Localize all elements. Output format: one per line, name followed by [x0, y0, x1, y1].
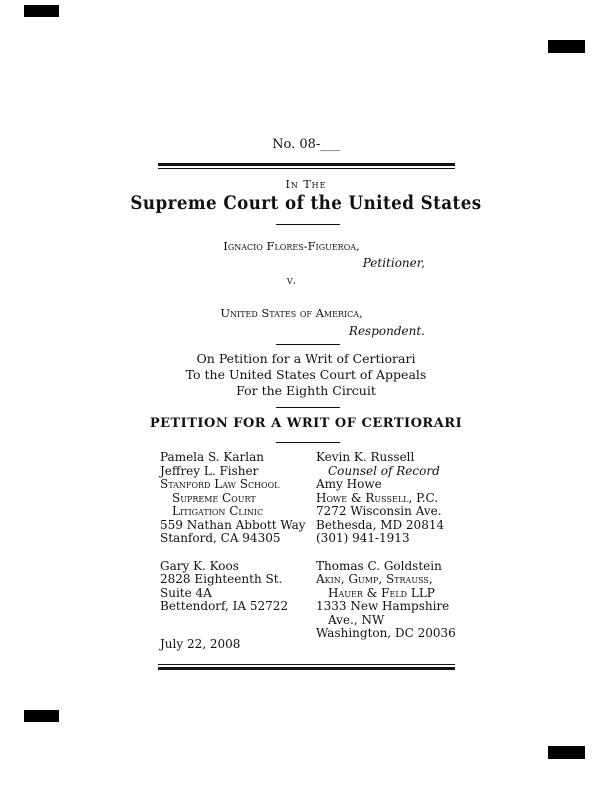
scan-mark-top-right	[548, 40, 585, 53]
counsel-line: Stanford, CA 94305	[160, 531, 281, 545]
counsel-line: Gary K. Koos	[160, 558, 239, 573]
counsel-line: Suite 4A	[160, 585, 212, 600]
certiorari-statement	[0, 351, 612, 399]
counsel-line: Hauer & Feld LLP	[328, 585, 435, 600]
court-name: Supreme Court of the United States	[130, 192, 482, 214]
section-divider	[276, 224, 340, 225]
counsel-line: Bettendorf, IA 52722	[160, 599, 289, 613]
counsel-line: Thomas C. Goldstein	[316, 558, 442, 573]
scan-mark-top-left	[24, 5, 59, 17]
counsel-line: Counsel of Record	[328, 463, 440, 478]
counsel-line: Ave., NW	[328, 612, 385, 627]
counsel-line: 1333 New Hampshire	[316, 599, 450, 613]
respondent-designation: Respondent.	[348, 324, 425, 338]
counsel-line: 7272 Wisconsin Ave.	[316, 504, 442, 518]
petitioner-name: Ignacio Flores-Figueroa,	[223, 239, 360, 253]
scan-mark-bottom-right	[548, 746, 585, 759]
counsel-line: Kevin K. Russell	[316, 450, 415, 464]
counsel-line: Howe & Russell, P.C.	[316, 490, 439, 505]
counsel-right-column	[316, 451, 471, 641]
in-the-label: In The	[285, 178, 327, 191]
filing-date: July 22, 2008	[160, 637, 241, 651]
petitioner-designation: Petitioner,	[362, 256, 425, 270]
scan-mark-bottom-left	[24, 710, 59, 722]
counsel-line: Pamela S. Karlan	[160, 450, 264, 464]
counsel-line: (301) 941-1913	[316, 531, 410, 545]
counsel-line: Jeffrey L. Fisher	[160, 463, 259, 478]
counsel-line: Stanford Law School	[160, 477, 280, 491]
counsel-line: Akin, Gump, Strauss,	[316, 572, 433, 586]
counsel-line: Litigation Clinic	[172, 504, 264, 518]
top-double-rule	[158, 163, 455, 169]
counsel-line: Supreme Court	[172, 490, 256, 505]
respondent-name: United States of America,	[220, 306, 363, 320]
versus-label: v.	[286, 274, 297, 287]
certiorari-line-2: To the United States Court of Appeals	[185, 367, 427, 382]
bottom-double-rule	[158, 664, 455, 670]
counsel-line: 2828 Eighteenth St.	[160, 572, 283, 586]
certiorari-line-3: For the Eighth Circuit	[236, 383, 376, 398]
section-divider	[276, 344, 340, 345]
counsel-left-column	[160, 451, 315, 614]
docket-number: No. 08-___	[272, 137, 340, 152]
counsel-line: Amy Howe	[316, 477, 382, 491]
certiorari-line-1: On Petition for a Writ of Certiorari	[196, 351, 416, 366]
counsel-line: Washington, DC 20036	[316, 626, 456, 640]
counsel-line: 559 Nathan Abbott Way	[160, 517, 306, 532]
section-divider	[276, 442, 340, 443]
section-divider	[276, 407, 340, 408]
counsel-line: Bethesda, MD 20814	[316, 517, 445, 532]
document-title: PETITION FOR A WRIT OF CERTIORARI	[149, 416, 463, 431]
